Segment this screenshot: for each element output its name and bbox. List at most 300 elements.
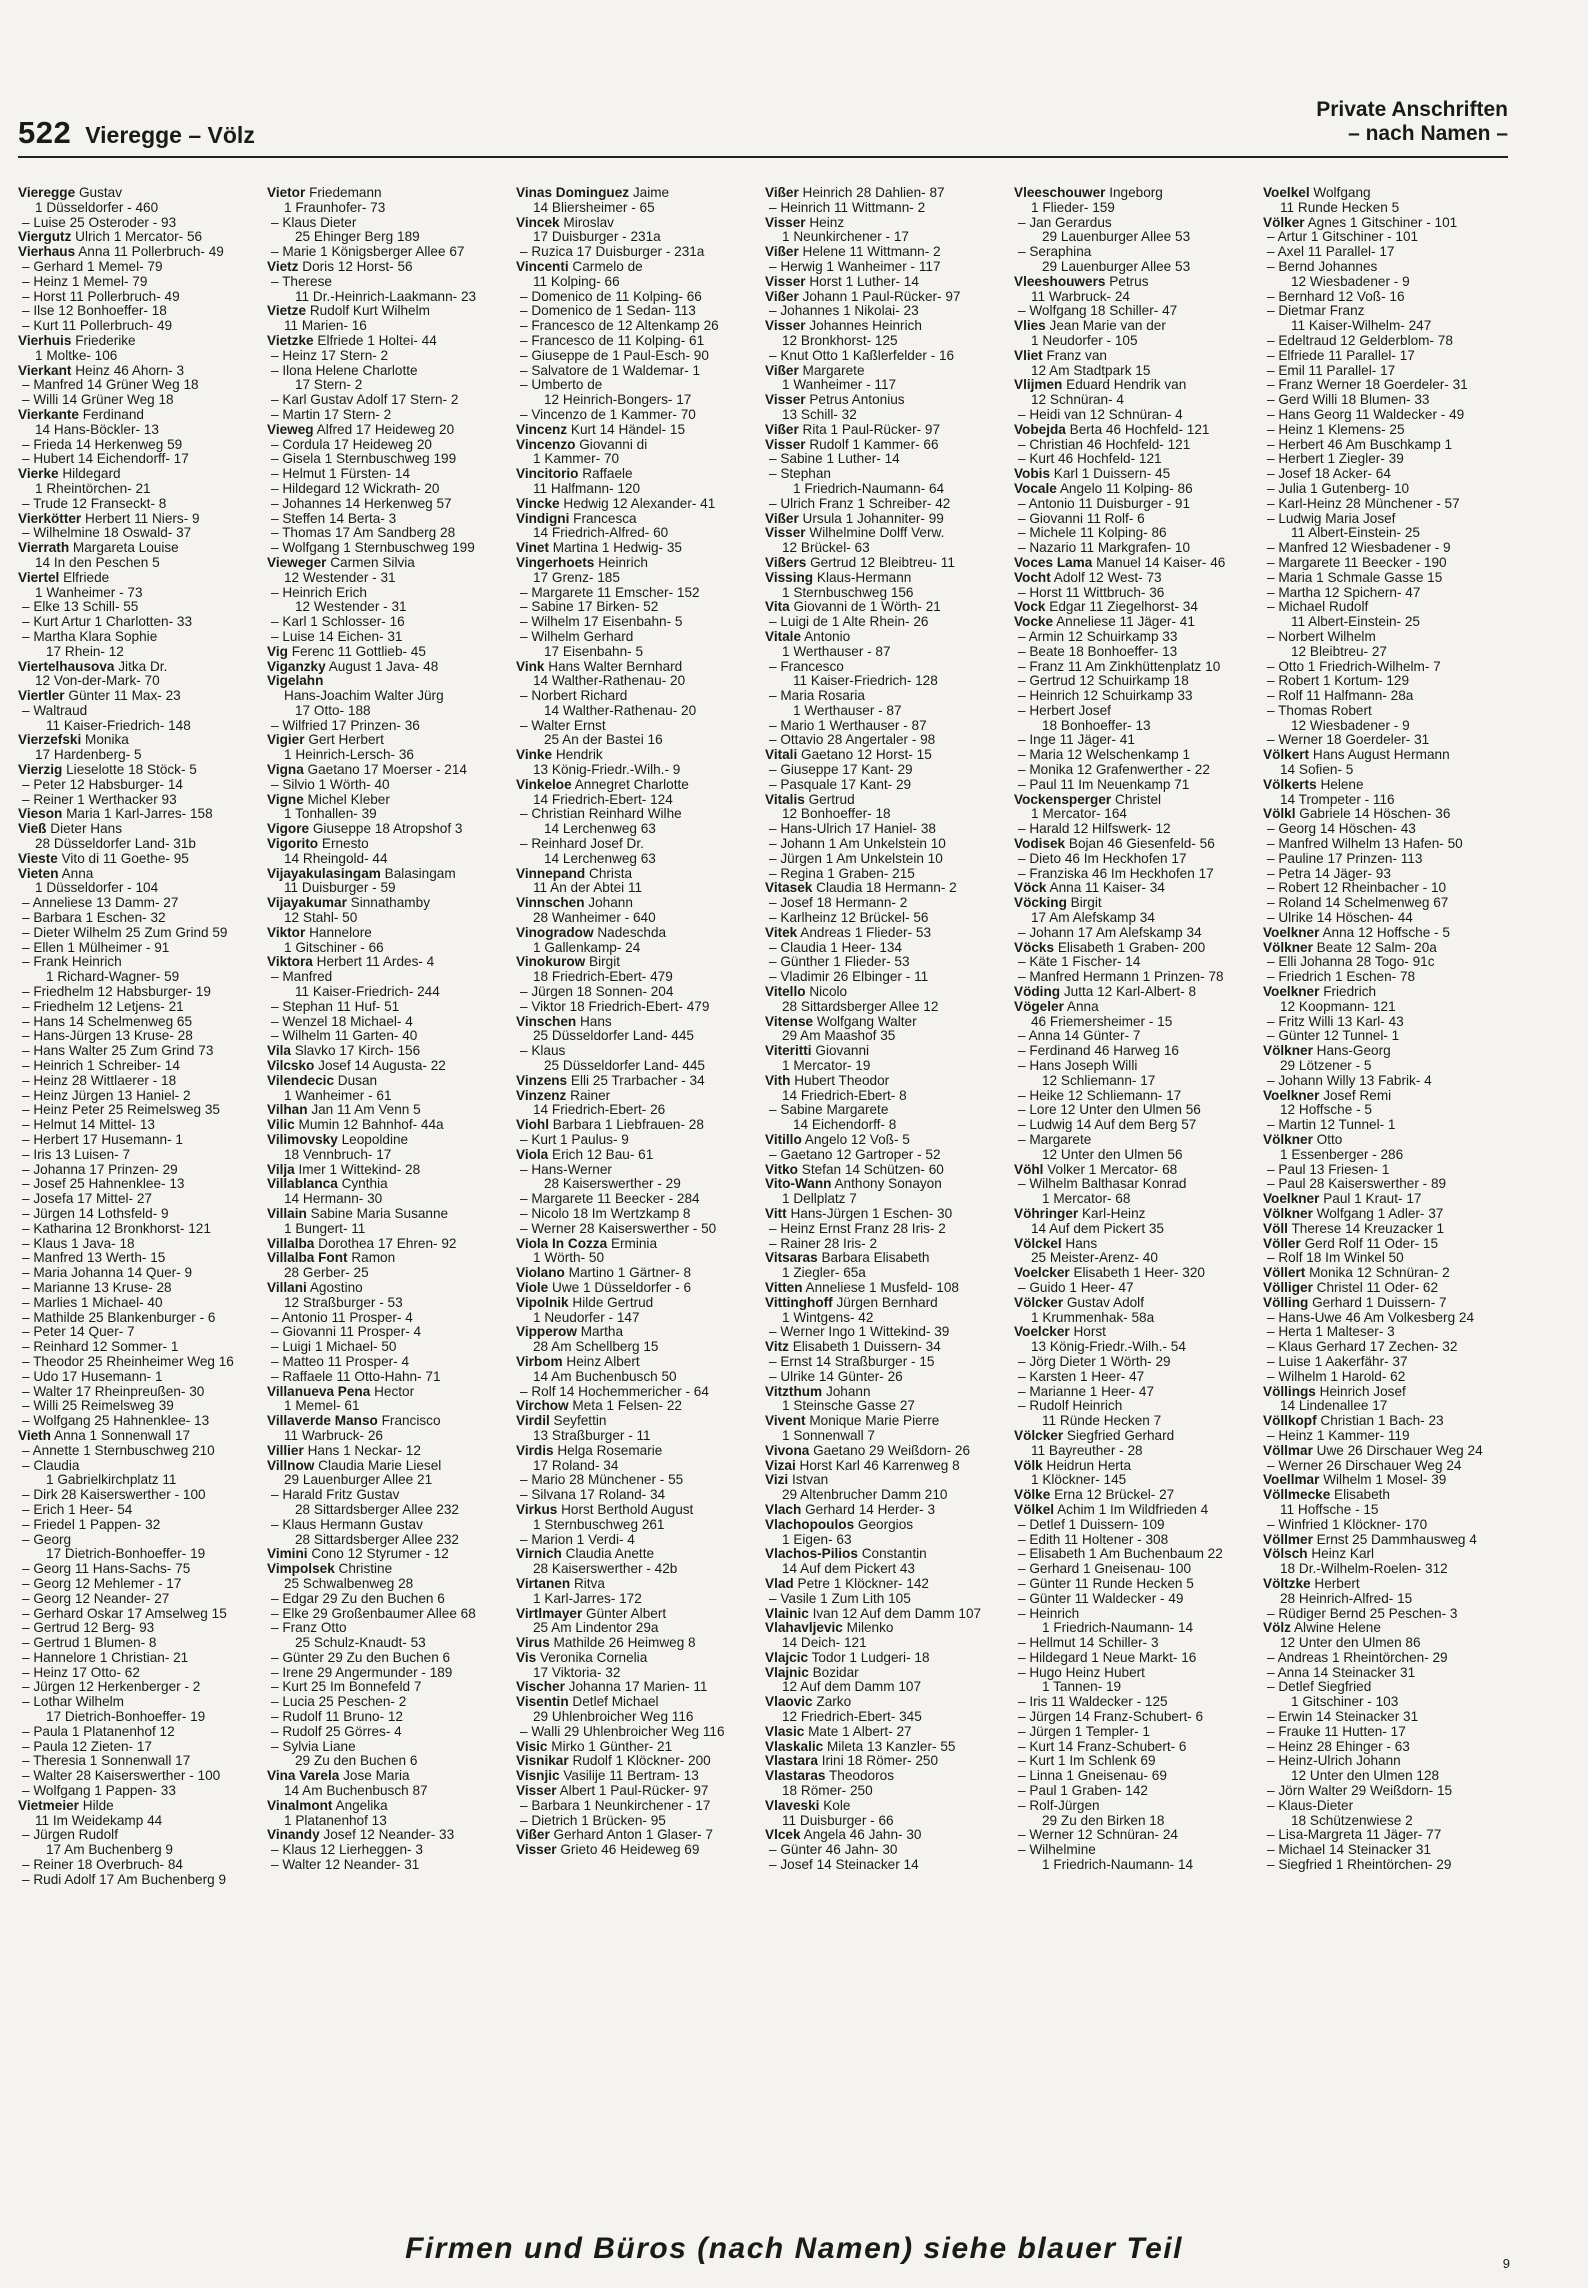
entry-subentry: – Stephan — [769, 467, 831, 482]
directory-entry — [765, 1044, 1008, 1074]
directory-entry — [765, 896, 1008, 911]
entry-subentry: – Luigi 1 Michael- 50 — [271, 1340, 397, 1355]
directory-entry — [765, 763, 1008, 778]
entry-surname: Vivona — [765, 1443, 810, 1458]
entry-details: Milenko — [846, 1621, 894, 1636]
entry-address: 11 Kaiser-Friedrich- 148 — [46, 717, 191, 733]
entry-details: Friederike — [75, 333, 136, 348]
entry-subentry: – Karl-Heinz 28 Münchener - 57 — [1267, 496, 1460, 511]
directory-entry — [1014, 600, 1257, 615]
entry-subentry: – Sabine Margarete — [769, 1103, 889, 1118]
entry-address: 12 Stahl- 50 — [284, 910, 358, 926]
entry-surname: Völke — [1014, 1488, 1051, 1503]
entry-subentry: – Otto 1 Friedrich-Wilhelm- 7 — [1267, 659, 1441, 674]
directory-entry — [1014, 1237, 1257, 1267]
entry-details: Giovanni di — [579, 437, 648, 452]
entry-address: 1 Steinsche Gasse 27 — [782, 1398, 915, 1414]
entry-details: August 1 Java- 48 — [328, 659, 439, 674]
directory-entry — [267, 1488, 510, 1518]
directory-entry — [18, 1266, 261, 1281]
entry-subentry: – Sabine 17 Birken- 52 — [520, 600, 659, 615]
entry-subentry: – Heinz Ernst Franz 28 Iris- 2 — [769, 1221, 946, 1236]
directory-entry — [267, 349, 510, 364]
entry-address: 1 Sternbuschweg 261 — [533, 1516, 665, 1532]
directory-entry — [1014, 1459, 1257, 1489]
entry-subentry: – Barbara 1 Eschen- 32 — [22, 911, 166, 926]
directory-entry — [267, 867, 510, 897]
entry-details: Antonio — [804, 629, 851, 644]
entry-address: 28 Wanheimer - 640 — [533, 910, 656, 926]
entry-surname: Vincenzo — [516, 437, 576, 452]
entry-details: Giuseppe 18 Atropshof 3 — [312, 822, 463, 837]
entry-subentry: – Johannes 1 Nikolai- 23 — [769, 304, 919, 319]
section-title-line2: – nach Namen – — [1348, 122, 1508, 145]
directory-entry — [1014, 275, 1257, 305]
entry-surname: Viertler — [18, 689, 65, 704]
entry-surname: Villain — [267, 1206, 307, 1221]
directory-entry — [516, 1651, 759, 1681]
entry-surname: Vigna — [267, 763, 304, 778]
directory-entry — [267, 674, 510, 704]
directory-entry — [1263, 1118, 1506, 1133]
directory-entry — [1014, 512, 1257, 527]
directory-entry — [1263, 807, 1506, 822]
entry-address: 18 Bonhoeffer- 13 — [1042, 717, 1151, 733]
entry-details: Beate 12 Salm- 20a — [1316, 940, 1437, 955]
directory-entry — [18, 1177, 261, 1192]
entry-subentry: – Linna 1 Gneisenau- 69 — [1018, 1769, 1167, 1784]
directory-entry — [267, 1311, 510, 1326]
directory-entry — [1014, 1399, 1257, 1429]
directory-entry — [1263, 1799, 1506, 1829]
entry-details: Gabriele 14 Höschen- 36 — [1299, 807, 1451, 822]
entry-details: Helga Rosemarie — [557, 1443, 663, 1458]
entry-address: 18 Schützenwiese 2 — [1291, 1812, 1413, 1828]
entry-details: Hendrik — [555, 748, 603, 763]
entry-subentry: – Gaetano 12 Gartroper - 52 — [769, 1147, 941, 1162]
entry-surname: Vierkötter — [18, 511, 82, 526]
directory-entry — [1014, 408, 1257, 423]
entry-surname: Vincitorio — [516, 467, 579, 482]
entry-subentry: – Hans 14 Schelmenweg 65 — [22, 1014, 193, 1029]
entry-details: Angela 46 Jahn- 30 — [803, 1828, 922, 1843]
entry-address: 14 Friedrich-Ebert- 124 — [533, 791, 673, 807]
directory-entry — [765, 970, 1008, 985]
directory-entry — [1263, 1459, 1506, 1474]
directory-entry — [1014, 615, 1257, 630]
directory-entry — [267, 1385, 510, 1415]
entry-address: 1 Wörth- 50 — [533, 1250, 605, 1266]
entry-address: 25 Düsseldorfer Land- 445 — [533, 1028, 694, 1044]
directory-entry — [765, 1607, 1008, 1622]
directory-entry — [516, 245, 759, 260]
directory-entry — [516, 1222, 759, 1237]
entry-details: Christine — [338, 1562, 393, 1577]
entry-subentry: – Heinrich 12 Schuirkamp 33 — [1018, 689, 1193, 704]
entry-address: 1 Düsseldorfer - 460 — [35, 199, 159, 215]
entry-address: 11 Hoffsche - 15 — [1280, 1501, 1379, 1517]
entry-address: 11 Halfmann- 120 — [533, 480, 641, 496]
directory-entry — [267, 1562, 510, 1592]
entry-surname: Vinzenz — [516, 1088, 567, 1103]
entry-address: 1 Dellplatz 7 — [782, 1191, 857, 1207]
entry-details: Vito di 11 Goethe- 95 — [61, 851, 189, 866]
entry-address: 1 Kammer- 70 — [533, 451, 620, 467]
directory-entry — [1263, 1547, 1506, 1577]
entry-subentry: – Rudolf Heinrich — [1018, 1399, 1123, 1414]
directory-entry — [1263, 571, 1506, 586]
entry-subentry: – Josefa 17 Mittel- 27 — [22, 1192, 152, 1207]
directory-entry — [267, 216, 510, 246]
entry-surname: Vingerhoets — [516, 555, 595, 570]
entry-surname: Virkus — [516, 1502, 558, 1517]
directory-entry — [1014, 497, 1257, 512]
entry-subentry: – Rolf-Jürgen — [1018, 1798, 1100, 1813]
entry-surname: Viole — [516, 1280, 549, 1295]
entry-details: Hans-Georg — [1316, 1044, 1391, 1059]
entry-subentry: – Vasile 1 Zum Lith 105 — [769, 1591, 911, 1606]
entry-subentry: – Jürgen 1 Am Unkelstein 10 — [769, 851, 943, 866]
entry-surname: Völkner — [1263, 1133, 1313, 1147]
entry-details: Dieter Hans — [50, 822, 123, 837]
entry-subentry: – Kurt 46 Hochfeld- 121 — [1018, 452, 1162, 467]
entry-surname: Vipperow — [516, 1325, 577, 1340]
entry-surname: Völlmar — [1263, 1443, 1313, 1458]
directory-entry — [267, 1163, 510, 1178]
entry-subentry: – Wilhelm 17 Eisenbahn- 5 — [520, 615, 683, 630]
directory-entry — [1263, 1074, 1506, 1089]
entry-details: Mileta 13 Kanzler- 55 — [826, 1739, 956, 1754]
entry-surname: Vinokurow — [516, 955, 586, 970]
entry-details: Berta 46 Hochfeld- 121 — [1069, 422, 1210, 437]
entry-details: Hilde Gertrud — [572, 1295, 654, 1310]
entry-subentry: – Rudi Adolf 17 Am Buchenberg 9 — [22, 1872, 227, 1887]
entry-subentry: – Georg 12 Mehlemer - 17 — [22, 1576, 182, 1591]
entry-details: Hans-Jürgen 1 Eschen- 30 — [790, 1206, 953, 1221]
entry-subentry: – Cordula 17 Heideweg 20 — [271, 437, 432, 452]
entry-surname: Vlaovic — [765, 1695, 813, 1710]
directory-entry — [267, 1103, 510, 1118]
directory-entry — [1263, 556, 1506, 571]
entry-surname: Virchow — [516, 1399, 569, 1414]
directory-entry — [18, 1503, 261, 1518]
entry-surname: Vocale — [1014, 481, 1057, 496]
directory-entry — [1263, 1725, 1506, 1740]
entry-surname: Visic — [516, 1739, 548, 1754]
entry-subentry: – Rolf 18 Im Winkel 50 — [1267, 1251, 1404, 1266]
directory-entry — [1263, 1296, 1506, 1311]
entry-address: 25 Schwalbenweg 28 — [284, 1575, 414, 1591]
entry-subentry: – Elisabeth 1 Am Buchenbaum 22 — [1018, 1547, 1223, 1562]
entry-surname: Vlcek — [765, 1828, 801, 1843]
directory-entry — [1263, 1858, 1506, 1873]
directory-column-6 — [1263, 186, 1506, 2196]
entry-address: 1 Memel- 61 — [284, 1398, 360, 1414]
entry-details: Gerhard 14 Herder- 3 — [805, 1502, 936, 1517]
entry-surname: Vigore — [267, 822, 310, 837]
entry-subentry: – Vladimir 26 Elbinger - 11 — [769, 970, 929, 985]
entry-address: 17 Viktoria- 32 — [533, 1664, 621, 1680]
directory-entry — [18, 1459, 261, 1489]
entry-surname: Virtlmayer — [516, 1606, 583, 1621]
entry-address: 28 Kaiserswerther - 42b — [533, 1561, 678, 1577]
entry-subentry: – Therese — [271, 274, 332, 289]
directory-entry — [18, 1577, 261, 1592]
entry-surname: Völlmer — [1263, 1532, 1313, 1547]
entry-subentry: – Walter 12 Neander- 31 — [271, 1858, 420, 1873]
entry-address: 17 Rhein- 12 — [46, 643, 124, 659]
directory-entry — [1014, 926, 1257, 941]
directory-entry — [1263, 393, 1506, 408]
directory-entry — [18, 1103, 261, 1118]
entry-surname: Vlasic — [765, 1724, 805, 1739]
entry-surname: Vizai — [765, 1458, 796, 1473]
entry-subentry: – Marianne 13 Kruse- 28 — [22, 1280, 172, 1295]
entry-surname: Vigelahn — [267, 674, 324, 689]
entry-surname: Vlachos-Pilios — [765, 1547, 858, 1562]
directory-entry — [516, 1089, 759, 1119]
entry-subentry: – Luise 14 Eichen- 31 — [271, 629, 403, 644]
directory-entry — [1014, 1266, 1257, 1281]
entry-details: Bozidar — [812, 1665, 859, 1680]
entry-details: Hedwig 12 Alexander- 41 — [563, 496, 716, 511]
entry-subentry: – Walli 29 Uhlenbroicher Weg 116 — [520, 1724, 725, 1739]
entry-subentry: – Marie 1 Königsberger Allee 67 — [271, 245, 465, 260]
entry-subentry: – Nazario 11 Markgrafen- 10 — [1018, 541, 1191, 556]
directory-entry — [1014, 630, 1257, 645]
entry-details: Constantin — [861, 1547, 927, 1562]
directory-entry — [267, 1207, 510, 1237]
entry-subentry: – Harald Fritz Gustav — [271, 1488, 400, 1503]
entry-details: Rudolf 1 Kammer- 66 — [809, 437, 939, 452]
directory-entry — [1263, 1414, 1506, 1429]
entry-subentry: – Irene 29 Angermunder - 189 — [271, 1665, 453, 1680]
directory-entry — [1263, 674, 1506, 689]
directory-entry — [267, 304, 510, 334]
entry-subentry: – Salvatore de 1 Waldemar- 1 — [520, 363, 701, 378]
entry-subentry: – Kurt 25 Im Bonnefeld 7 — [271, 1680, 422, 1695]
entry-details: Istvan — [791, 1473, 829, 1488]
section-title — [1316, 98, 1508, 146]
directory-entry — [516, 660, 759, 690]
entry-details: Hubert Theodor — [794, 1073, 890, 1088]
directory-entry — [1263, 260, 1506, 290]
directory-entry — [516, 349, 759, 364]
directory-entry — [1263, 852, 1506, 867]
directory-entry — [765, 1296, 1008, 1326]
entry-subentry: – Jürgen 1 Templer- 1 — [1018, 1724, 1150, 1739]
entry-subentry: – Ernst 14 Straßburger - 15 — [769, 1354, 935, 1369]
entry-subentry: – Jürgen 18 Sonnen- 204 — [520, 985, 674, 1000]
entry-surname: Völsch — [1263, 1547, 1308, 1562]
directory-entry — [765, 1414, 1008, 1444]
entry-surname: Völckel — [1014, 1236, 1062, 1251]
directory-entry — [267, 1607, 510, 1622]
entry-subentry: – Raffaele 11 Otto-Hahn- 71 — [271, 1369, 441, 1384]
entry-surname: Vink — [516, 659, 545, 674]
directory-entry — [516, 1769, 759, 1784]
entry-surname: Völlkopf — [1263, 1414, 1317, 1429]
directory-entry — [1014, 896, 1257, 926]
entry-address: 29 Zu den Buchen 6 — [295, 1753, 418, 1769]
entry-surname: Vitek — [765, 925, 798, 940]
directory-entry — [267, 541, 510, 556]
directory-entry — [765, 1103, 1008, 1133]
entry-details: Margareta Louise — [72, 541, 179, 556]
entry-subentry: – Knut Otto 1 Kaßlerfelder - 16 — [769, 348, 955, 363]
entry-subentry: – Georg 14 Höschen- 43 — [1267, 822, 1416, 837]
directory-entry — [18, 867, 261, 897]
entry-details: Jaime — [632, 186, 670, 200]
entry-subentry: – Günter 11 Waldecker - 49 — [1018, 1591, 1184, 1606]
entry-address: 12 Von-der-Mark- 70 — [35, 673, 160, 689]
print-mark: 9 — [1502, 2256, 1510, 2271]
entry-address: 14 Sofien- 5 — [1280, 762, 1354, 778]
directory-entry — [516, 1414, 759, 1444]
entry-subentry: – Regina 1 Graben- 215 — [769, 866, 915, 881]
entry-surname: Vietz — [267, 259, 299, 274]
directory-entry — [267, 467, 510, 482]
directory-entry — [1263, 1473, 1506, 1488]
directory-entry — [1263, 911, 1506, 926]
entry-subentry: – Rolf 11 Halfmann- 28a — [1267, 689, 1414, 704]
directory-entry — [267, 1340, 510, 1355]
directory-entry — [516, 1814, 759, 1829]
directory-entry — [1014, 1385, 1257, 1400]
entry-surname: Vimpolsek — [267, 1562, 335, 1577]
entry-subentry: – Luise 1 Aakerfähr- 37 — [1267, 1354, 1408, 1369]
entry-surname: Vitzthum — [765, 1384, 823, 1399]
entry-details: Hans 1 Neckar- 12 — [307, 1443, 421, 1458]
entry-subentry: – Michael 14 Steinacker 31 — [1267, 1843, 1431, 1858]
entry-address: 14 Walther-Rathenau- 20 — [544, 702, 697, 718]
directory-entry — [1014, 1044, 1257, 1059]
directory-entry — [1263, 1311, 1506, 1326]
entry-subentry: – Paul 13 Friesen- 1 — [1267, 1162, 1390, 1177]
directory-entry — [765, 1695, 1008, 1725]
directory-entry — [765, 1015, 1008, 1045]
entry-subentry: – Heinrich Erich — [271, 585, 367, 600]
entry-address: 25 Meister-Arenz- 40 — [1031, 1250, 1158, 1266]
directory-entry — [267, 1281, 510, 1311]
directory-entry — [1263, 1621, 1506, 1651]
directory-entry — [1263, 600, 1506, 630]
directory-entry — [765, 1592, 1008, 1607]
entry-subentry: – Annette 1 Sternbuschweg 210 — [22, 1443, 215, 1458]
entry-details: Johann — [588, 896, 633, 911]
entry-address: 1 Richard-Wagner- 59 — [46, 969, 180, 985]
entry-surname: Vöhl — [1014, 1162, 1044, 1177]
directory-entry — [267, 1769, 510, 1799]
entry-surname: Viktora — [267, 955, 313, 970]
directory-entry — [1263, 1828, 1506, 1843]
entry-subentry: – Domenico de 11 Kolping- 66 — [520, 289, 702, 304]
directory-entry — [1014, 985, 1257, 1000]
entry-subentry: – Reiner 18 Overbruch- 84 — [22, 1858, 183, 1873]
entry-details: Jitka Dr. — [118, 659, 168, 674]
directory-entry — [18, 364, 261, 379]
entry-address: 12 Hoffsche - 5 — [1280, 1102, 1372, 1118]
directory-entry — [1014, 763, 1257, 778]
directory-entry — [1014, 1740, 1257, 1755]
entry-subentry: – Guido 1 Heer- 47 — [1018, 1280, 1134, 1295]
directory-entry — [516, 438, 759, 468]
entry-subentry: – Lothar Wilhelm — [22, 1695, 124, 1710]
directory-entry — [267, 586, 510, 616]
directory-entry — [18, 600, 261, 615]
entry-subentry: – Heike 12 Schliemann- 17 — [1018, 1088, 1182, 1103]
entry-surname: Vinas Dominguez — [516, 186, 630, 200]
directory-entry — [267, 1666, 510, 1681]
entry-subentry: – Ferdinand 46 Harweg 16 — [1018, 1044, 1179, 1059]
directory-entry — [1014, 1059, 1257, 1089]
entry-surname: Vlaveski — [765, 1798, 820, 1813]
directory-entry — [18, 1015, 261, 1030]
entry-subentry: – Luigi de 1 Alte Rhein- 26 — [769, 615, 929, 630]
entry-subentry: – Klaus 12 Lierheggen- 3 — [271, 1843, 423, 1858]
entry-subentry: – Lucia 25 Peschen- 2 — [271, 1695, 407, 1710]
entry-details: Hans August Hermann — [1312, 748, 1450, 763]
directory-entry — [1263, 290, 1506, 305]
entry-details: Therese 14 Kreuzacker 1 — [1291, 1221, 1445, 1236]
entry-subentry: – Bernhard 12 Voß- 16 — [1267, 289, 1405, 304]
entry-surname: Voces Lama — [1014, 555, 1093, 570]
entry-address: 18 Römer- 250 — [782, 1783, 873, 1799]
entry-subentry: – Seraphina — [1018, 245, 1092, 260]
entry-surname: Vinkeloe — [516, 777, 572, 792]
entry-details: Miroslav — [563, 215, 614, 230]
entry-subentry: – Wilfried 17 Prinzen- 36 — [271, 718, 420, 733]
directory-entry — [765, 1518, 1008, 1548]
directory-entry — [1014, 1547, 1257, 1562]
entry-surname: Vimini — [267, 1547, 308, 1562]
entry-surname: Völker — [1263, 215, 1305, 230]
header-rule — [18, 156, 1508, 158]
entry-details: Elfriede 1 Holtei- 44 — [317, 333, 437, 348]
entry-details: Elfriede — [63, 570, 110, 585]
entry-subentry: – Wolfgang 25 Hahnenklee- 13 — [22, 1414, 210, 1429]
entry-subentry: – Giuseppe 17 Kant- 29 — [769, 763, 913, 778]
entry-surname: Viohl — [516, 1118, 549, 1133]
directory-entry — [267, 245, 510, 260]
directory-entry — [516, 1695, 759, 1725]
entry-subentry: – Theodor 25 Rheinheimer Weg 16 — [22, 1354, 234, 1369]
entry-subentry: – Werner 26 Dirschauer Weg 24 — [1267, 1458, 1462, 1473]
directory-entry — [765, 526, 1008, 556]
entry-details: Herbert 11 Ardes- 4 — [316, 955, 435, 970]
directory-entry — [1014, 1296, 1257, 1326]
entry-address: 14 Eichendorff- 8 — [793, 1117, 897, 1133]
directory-entry — [765, 245, 1008, 260]
entry-address: 17 Duisburger - 231a — [533, 229, 661, 245]
directory-entry — [516, 1784, 759, 1799]
directory-entry — [267, 763, 510, 778]
entry-surname: Virdil — [516, 1414, 550, 1429]
entry-surname: Vlach — [765, 1502, 802, 1517]
entry-subentry: – Ulrike 14 Höschen- 44 — [1267, 911, 1413, 926]
directory-entry — [516, 719, 759, 749]
entry-address: 1 Wanheimer - 61 — [284, 1087, 392, 1103]
directory-entry — [1263, 438, 1506, 453]
directory-entry — [267, 630, 510, 645]
entry-address: 1 Ziegler- 65a — [782, 1265, 866, 1281]
entry-details: Mathilde 26 Heimweg 8 — [553, 1636, 696, 1651]
directory-entry — [1263, 896, 1506, 911]
entry-surname: Villalba Font — [267, 1251, 348, 1266]
directory-entry — [267, 1843, 510, 1858]
entry-subentry: – Beate 18 Bonhoeffer- 13 — [1018, 644, 1178, 659]
entry-details: Imer 1 Wittekind- 28 — [298, 1162, 421, 1177]
